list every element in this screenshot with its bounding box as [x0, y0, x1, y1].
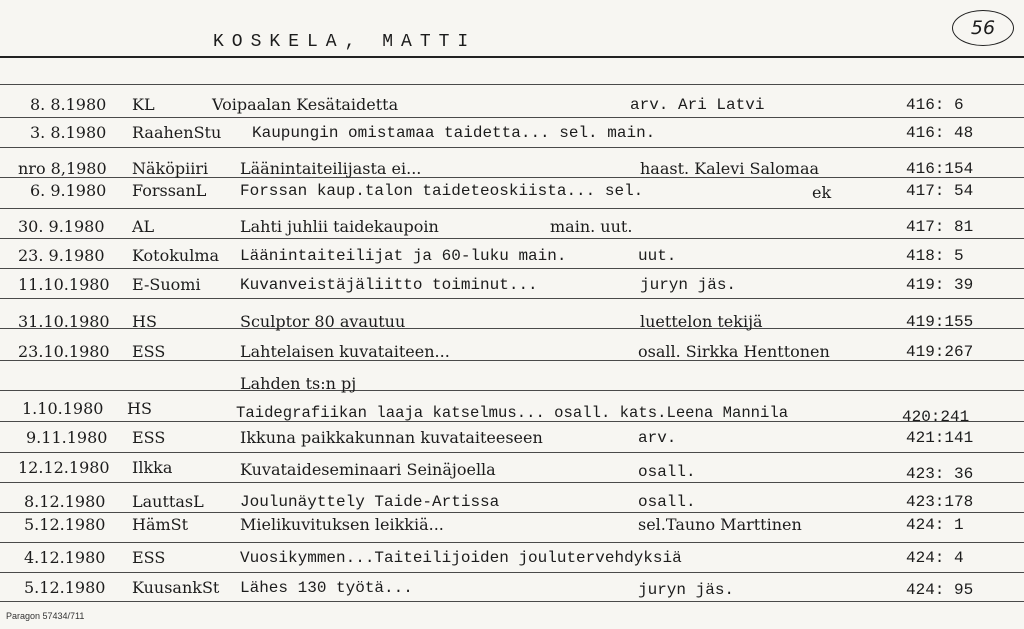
entry-note: haast. Kalevi Salomaa [640, 159, 820, 178]
ruled-line [0, 268, 1024, 269]
entry-ref: 416: 48 [906, 124, 974, 142]
entry-date: 8. 8.1980 [30, 95, 107, 114]
entry-source: LauttasL [132, 492, 204, 511]
entry-note: osall. Sirkka Henttonen [638, 342, 830, 361]
entry-date: 6. 9.1980 [30, 181, 107, 200]
entry-date: 3. 8.1980 [30, 123, 107, 142]
entry-title: Voipaalan Kesätaidetta [212, 95, 399, 114]
entry-title: Ikkuna paikkakunnan kuvataiteeseen [240, 428, 543, 447]
entry-ref: 418: 5 [906, 247, 964, 265]
entry-source: AL [132, 217, 155, 236]
entry-date: 12.12.1980 [18, 458, 110, 477]
entry-note: juryn jäs. [638, 581, 735, 599]
entry-date: nro 8,1980 [18, 159, 107, 178]
entry-date: 1.10.1980 [22, 399, 104, 418]
page-number-circled: 56 [952, 10, 1014, 46]
entry-title: Läänintaiteilijat ja 60-luku main. [240, 247, 567, 265]
entry-title: Joulunäyttely Taide-Artissa [240, 493, 500, 511]
entry-note: arv. Ari Latvi [630, 96, 765, 114]
entry-source: ESS [132, 548, 166, 567]
entry-source: ESS [132, 342, 166, 361]
entry-source: Kotokulma [132, 246, 220, 265]
entry-ref: 419:267 [906, 343, 974, 361]
ruled-line [0, 208, 1024, 209]
entry-source: HS [127, 399, 152, 418]
ruled-line [0, 390, 1024, 391]
entry-date: 30. 9.1980 [18, 217, 105, 236]
entry-date: 9.11.1980 [26, 428, 108, 447]
entry-date: 4.12.1980 [24, 548, 106, 567]
ruled-line [0, 512, 1024, 513]
entry-ref: 423: 36 [906, 465, 974, 483]
entry-title: Taidegrafiikan laaja katselmus... osall. kats.Leena Mannila [236, 404, 789, 422]
entry-ref: 424: 1 [906, 516, 964, 534]
entry-note: sel.Tauno Marttinen [638, 515, 802, 534]
entry-title: Kuvanveistäjäliitto toiminut... [240, 276, 538, 294]
entry-ref: 416: 6 [906, 96, 964, 114]
card-imprint: Paragon 57434/711 [6, 611, 85, 621]
entry-note: luettelon tekijä [640, 312, 763, 331]
ruled-line [0, 117, 1024, 118]
entry-title: Vuosikymmen...Taiteilijoiden joulutervehdyksiä [240, 549, 682, 567]
ruled-line [0, 452, 1024, 453]
entry-date: 8.12.1980 [24, 492, 106, 511]
person-name-heading: KOSKELA, MATTI [213, 32, 477, 52]
entry-source: RaahenStu [132, 123, 222, 142]
entry-note: juryn jäs. [640, 276, 737, 294]
entry-source: HS [132, 312, 157, 331]
ruled-line [0, 542, 1024, 543]
ruled-line [0, 572, 1024, 573]
entry-ref: 416:154 [906, 160, 974, 178]
entry-title-continuation: Lahden ts:n pj [240, 374, 357, 393]
entry-title: Kuvataideseminaari Seinäjoella [240, 460, 496, 479]
entry-source: ESS [132, 428, 166, 447]
entry-title: Lähes 130 työtä... [240, 579, 413, 597]
entry-note: osall. [638, 493, 696, 511]
entry-date: 11.10.1980 [18, 275, 110, 294]
entry-ref: 423:178 [906, 493, 974, 511]
entry-note: main. uut. [550, 217, 633, 236]
entry-title: Forssan kaup.talon taideteoskiista... sel. [240, 182, 644, 200]
ruled-line [0, 482, 1024, 483]
entry-ref: 424: 4 [906, 549, 964, 567]
entry-source: KL [132, 95, 155, 114]
ruled-line [0, 298, 1024, 299]
entry-title: Lahtelaisen kuvataiteen... [240, 342, 450, 361]
entry-ref: 421:141 [906, 429, 974, 447]
entry-title: Läänintaiteilijasta ei... [240, 159, 422, 178]
entry-ref: 417: 81 [906, 218, 974, 236]
entry-date: 5.12.1980 [24, 578, 106, 597]
entry-title: Mielikuvituksen leikkiä... [240, 515, 444, 534]
entry-note: uut. [638, 247, 677, 265]
entry-source: ForssanL [132, 181, 207, 200]
entry-note: osall. [638, 463, 696, 481]
entry-date: 23.10.1980 [18, 342, 110, 361]
entry-date: 31.10.1980 [18, 312, 110, 331]
entry-title: Sculptor 80 avautuu [240, 312, 406, 331]
entry-source: Näköpiiri [132, 159, 209, 178]
entry-source: HämSt [132, 515, 189, 534]
entry-note: arv. [638, 429, 677, 447]
ruled-line [0, 84, 1024, 85]
header-rule [0, 56, 1024, 58]
entry-source: Ilkka [132, 458, 173, 477]
entry-source: E-Suomi [132, 275, 201, 294]
entry-title: Kaupungin omistamaa taidetta... sel. main. [252, 124, 656, 142]
entry-ref: 417: 54 [906, 182, 974, 200]
entry-note: ek [812, 183, 832, 202]
entry-title: Lahti juhlii taidekaupoin [240, 217, 439, 236]
ruled-line [0, 147, 1024, 148]
entry-source: KuusankSt [132, 578, 220, 597]
entry-ref: 420:241 [902, 408, 970, 426]
entry-ref: 419:155 [906, 313, 974, 331]
entry-ref: 419: 39 [906, 276, 974, 294]
ruled-line [0, 238, 1024, 239]
entry-date: 5.12.1980 [24, 515, 106, 534]
ruled-line [0, 601, 1024, 602]
entry-ref: 424: 95 [906, 581, 974, 599]
entry-date: 23. 9.1980 [18, 246, 105, 265]
